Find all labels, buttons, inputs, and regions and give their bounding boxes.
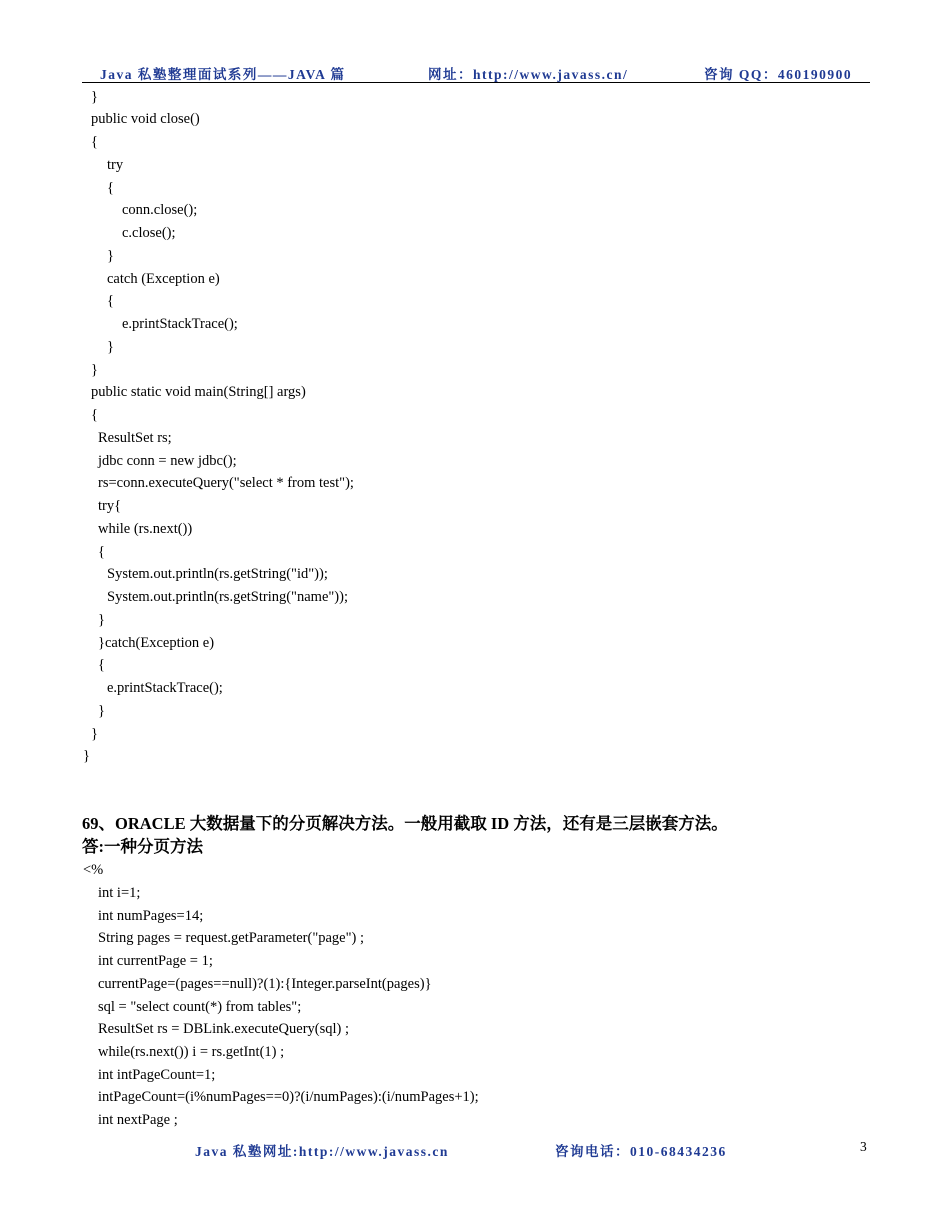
footer-website: Java 私塾网址:http://www.javass.cn (195, 1144, 449, 1159)
code-line: int intPageCount=1; (98, 1067, 216, 1083)
code-line: { (91, 134, 98, 150)
code-line: } (107, 248, 114, 264)
code-line: public void close() (91, 111, 200, 127)
code-line: }catch(Exception e) (98, 635, 215, 651)
code-line: int currentPage = 1; (98, 953, 213, 969)
code-line: int numPages=14; (98, 908, 204, 924)
footer-phone: 咨询电话：010-68434236 (555, 1144, 727, 1159)
page-number: 3 (860, 1139, 867, 1154)
code-line: ResultSet rs = DBLink.executeQuery(sql) ; (98, 1021, 350, 1037)
code-line: System.out.println(rs.getString("id")); (107, 566, 328, 582)
code-line: sql = "select count(*) from tables"; (98, 999, 302, 1015)
code-line: rs=conn.executeQuery("select * from test"); (98, 475, 354, 491)
page-header (82, 62, 870, 83)
code-line: { (107, 180, 114, 196)
code-line: e.printStackTrace(); (122, 316, 238, 332)
code-line: e.printStackTrace(); (107, 680, 223, 696)
code-line: try (107, 157, 124, 173)
code-line: int i=1; (98, 885, 141, 901)
code-line: catch (Exception e) (107, 271, 220, 287)
code-line: conn.close(); (122, 202, 198, 218)
question-title: 69、ORACLE 大数据量下的分页解决方法。一般用截取 ID 方法，还有是三层嵌套方法。 (82, 814, 728, 833)
code-line: try{ (98, 498, 122, 514)
code-line: } (91, 362, 98, 378)
code-line: String pages = request.getParameter("page") ; (98, 930, 365, 946)
answer-heading: 答:一种分页方法 (82, 837, 203, 856)
code-line: { (98, 544, 105, 560)
code-line: intPageCount=(i%numPages==0)?(i/numPages):(i/numPages+1); (98, 1089, 479, 1105)
header-title: Java 私塾整理面试系列——JAVA 篇 (100, 67, 346, 82)
code-line: while(rs.next()) i = rs.getInt(1) ; (98, 1044, 285, 1060)
code-line: } (98, 612, 105, 628)
code-line: } (91, 726, 98, 742)
header-website: 网址：http://www.javass.cn/ (428, 67, 629, 82)
code-line: } (98, 703, 105, 719)
code-line: { (107, 293, 114, 309)
code-line: jdbc conn = new jdbc(); (98, 453, 237, 469)
header-contact-qq: 咨询 QQ：460190900 (704, 67, 853, 82)
code-line: } (91, 89, 98, 105)
code-line: public static void main(String[] args) (91, 384, 306, 400)
code-line: } (107, 339, 114, 355)
code-line: <% (83, 862, 104, 878)
code-line: System.out.println(rs.getString("name")); (107, 589, 348, 605)
code-line: { (91, 407, 98, 423)
code-line: { (98, 657, 105, 673)
code-line: } (83, 748, 90, 764)
code-line: while (rs.next()) (98, 521, 193, 537)
code-line: currentPage=(pages==null)?(1):{Integer.parseInt(pages)} (98, 976, 432, 992)
code-line: c.close(); (122, 225, 176, 241)
code-line: ResultSet rs; (98, 430, 172, 446)
code-line: int nextPage ; (98, 1112, 178, 1128)
page-footer (0, 1140, 950, 1160)
